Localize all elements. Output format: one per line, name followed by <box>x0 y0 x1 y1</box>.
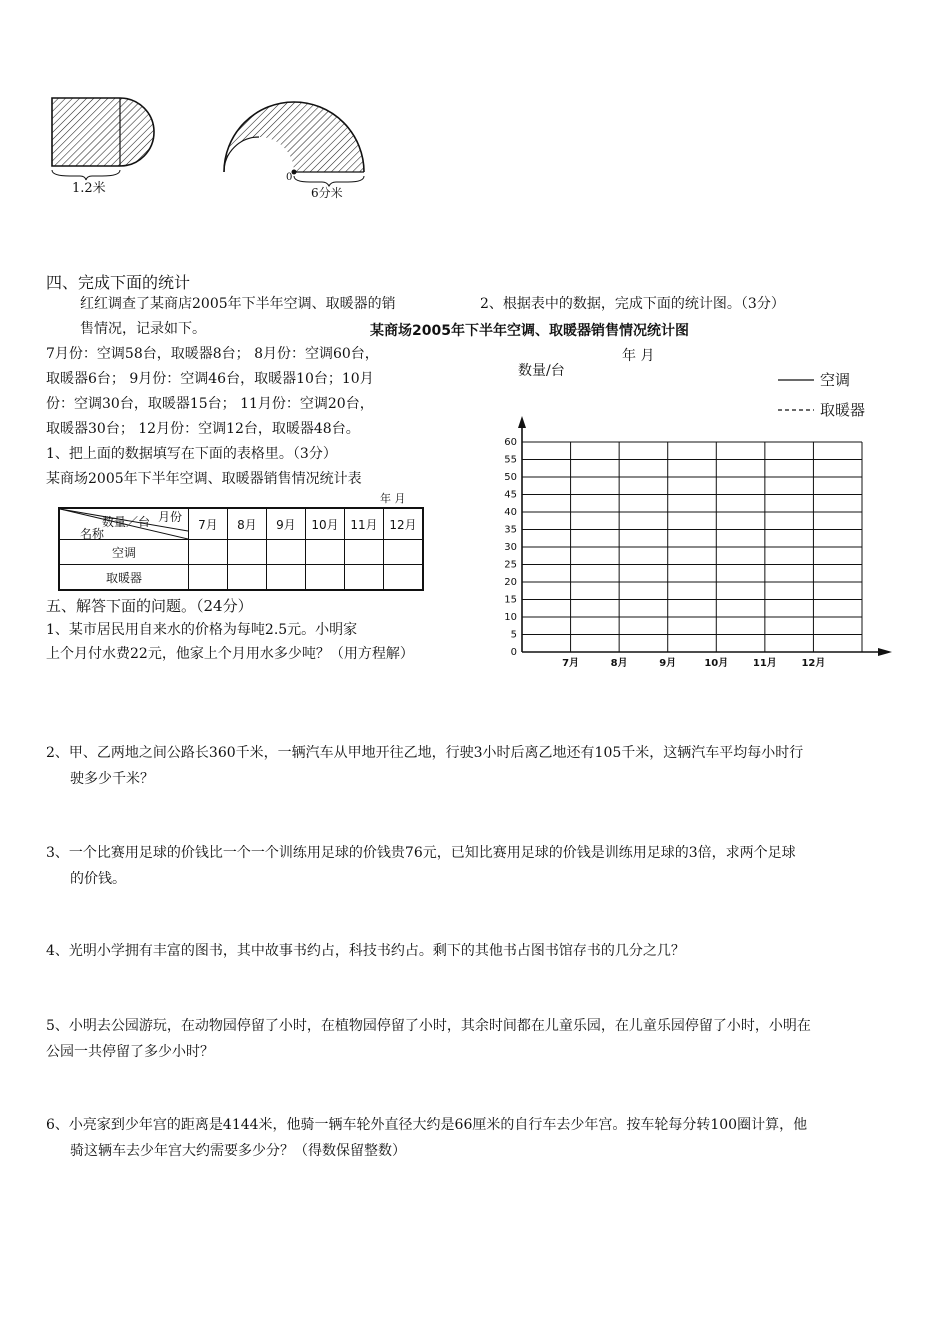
table-header-month: 7月 <box>189 508 228 540</box>
table-header-row <box>59 508 423 540</box>
chart-x-tick-label: 8月 <box>610 658 628 669</box>
chart-legend-label: 空调 <box>820 371 851 389</box>
question-5-line1: 5、小明去公园游玩，在动物园停留了小时，在植物园停留了小时，其余时间都在儿童乐园，在儿童乐园停留了小时，小明在 <box>46 1018 811 1034</box>
table-empty-cell[interactable] <box>267 540 306 565</box>
question-2 <box>46 740 930 792</box>
table-empty-cell[interactable] <box>306 540 345 565</box>
square-figure-label: 1.2米 <box>72 181 106 196</box>
question-4-line1: 4、光明小学拥有丰富的图书，其中故事书约占，科技书约占。剩下的其他书占图书馆存书的几分之几？ <box>46 943 685 959</box>
table-empty-cell[interactable] <box>228 565 267 591</box>
task1-instruction: 1、把上面的数据填写在下面的表格里。（3分） <box>46 446 337 462</box>
table-empty-cell[interactable] <box>228 540 267 565</box>
sales-data-line-1: 7月份：空调58台，取暖器8台； 8月份：空调60台， <box>46 346 379 362</box>
corner-label-month: 月份 <box>157 510 182 524</box>
table-date: 年 月 <box>380 492 406 505</box>
question-6-line1: 6、小亮家到少年宫的距离是4144米，他骑一辆车轮外直径大约是66厘米的自行车去少年宫。按车轮每分转100圈计算，他 <box>46 1117 808 1133</box>
question-3-line1: 3、一个比赛用足球的价钱比一个一个训练用足球的价钱贵76元，已知比赛用足球的价钱是训练用足球的3倍，求两个足球 <box>46 845 796 861</box>
question-1-line1: 1、某市居民用自来水的价格为每吨2.5元。小明家 <box>46 622 358 638</box>
table-empty-cell[interactable] <box>189 565 228 591</box>
table-empty-cell[interactable] <box>384 540 424 565</box>
section5-heading: 五、解答下面的问题。（24分） <box>46 597 253 615</box>
question-1-line2: 上个月付水费22元，他家上个月用水多少吨？（用方程解） <box>46 646 414 662</box>
table-header-month: 11月 <box>345 508 384 540</box>
chart-date: 年 月 <box>622 348 655 364</box>
chart-y-tick-label: 50 <box>504 472 517 483</box>
table-empty-cell[interactable] <box>189 540 228 565</box>
chart-y-tick-label: 0 <box>510 647 517 658</box>
chart-y-tick-label: 55 <box>504 454 517 466</box>
question-6 <box>46 1112 930 1164</box>
ring-origin-label: 0 <box>286 172 293 183</box>
table-empty-cell[interactable] <box>345 565 384 591</box>
table-header-month: 8月 <box>228 508 267 540</box>
table-empty-cell[interactable] <box>384 565 424 591</box>
chart-y-tick-label: 10 <box>504 612 517 623</box>
table-corner-cell <box>59 508 189 540</box>
question-3 <box>46 840 930 892</box>
square-semicircle-figure <box>52 98 154 180</box>
question-5-line2: 公园一共停留了多少小时？ <box>46 1044 214 1060</box>
sales-data-line-3: 份：空调30台，取暖器15台； 11月份：空调20台， <box>46 396 374 412</box>
table-empty-cell[interactable] <box>267 565 306 591</box>
chart-y-tick-label: 25 <box>504 559 517 571</box>
task2-instruction: 2、根据表中的数据，完成下面的统计图。（3分） <box>480 296 785 312</box>
chart-y-tick-label: 60 <box>504 437 517 448</box>
chart-y-axis-label: 数量/台 <box>518 363 565 379</box>
table-header-month: 10月 <box>306 508 345 540</box>
chart-x-tick-label: 9月 <box>659 658 677 669</box>
sales-data-line-4: 取暖器30台； 12月份：空调12台，取暖器48台。 <box>46 421 360 437</box>
chart-y-tick-label: 35 <box>504 524 517 536</box>
table-empty-cell[interactable] <box>306 565 345 591</box>
table-header-month: 9月 <box>267 508 306 540</box>
semi-annulus-figure <box>224 102 364 186</box>
question-3-line2: 的价钱。 <box>70 871 126 887</box>
corner-label-quantity: 数量／台 <box>102 515 151 529</box>
table-empty-cell[interactable] <box>345 540 384 565</box>
table-row-label: 取暖器 <box>59 565 189 591</box>
chart-y-tick-label: 15 <box>504 594 517 606</box>
question-4 <box>46 938 930 964</box>
chart-x-axis-arrow <box>878 648 892 656</box>
table-title: 某商场2005年下半年空调、取暖器销售情况统计表 <box>46 471 362 487</box>
chart-y-axis-arrow <box>518 416 526 428</box>
question-2-line1: 2、甲、乙两地之间公路长360千米，一辆汽车从甲地开往乙地，行驶3小时后离乙地还有105千米，这辆汽车平均每小时行 <box>46 745 804 761</box>
table-row-heater <box>59 565 423 591</box>
chart-y-tick-label: 5 <box>510 629 517 641</box>
chart-x-tick-label: 7月 <box>562 658 580 669</box>
chart-y-tick-label: 40 <box>504 507 517 518</box>
question-5 <box>46 1013 930 1065</box>
chart-legend-label: 取暖器 <box>820 401 866 419</box>
chart-title: 某商场2005年下半年空调、取暖器销售情况统计图 <box>370 323 689 339</box>
corner-label-name: 名称 <box>80 527 105 541</box>
sales-data-line-2: 取暖器6台； 9月份：空调46台，取暖器10台；10月 <box>46 371 374 387</box>
chart-x-tick-label: 10月 <box>704 658 729 669</box>
section4-heading: 四、完成下面的统计 <box>46 273 191 292</box>
chart-x-tick-label: 11月 <box>752 658 777 669</box>
table-row-ac <box>59 540 423 565</box>
section4-intro-line1: 红红调查了某商店2005年下半年空调、取暖器的销 <box>80 296 396 312</box>
ring-figure-label: 6分米 <box>311 186 343 200</box>
table-row-label: 空调 <box>59 540 189 565</box>
sales-line-chart <box>490 360 910 680</box>
section4-intro-line2: 售情况，记录如下。 <box>80 321 206 337</box>
chart-x-tick-label: 12月 <box>801 658 826 669</box>
sales-statistics-table <box>58 507 424 591</box>
table-header-month: 12月 <box>384 508 424 540</box>
chart-y-tick-label: 45 <box>504 489 517 501</box>
chart-y-tick-label: 20 <box>504 577 517 588</box>
question-2-line2: 驶多少千米？ <box>70 771 154 787</box>
question-6-line2: 骑这辆车去少年宫大约需要多少分？（得数保留整数） <box>70 1143 406 1159</box>
chart-y-tick-label: 30 <box>504 542 517 553</box>
